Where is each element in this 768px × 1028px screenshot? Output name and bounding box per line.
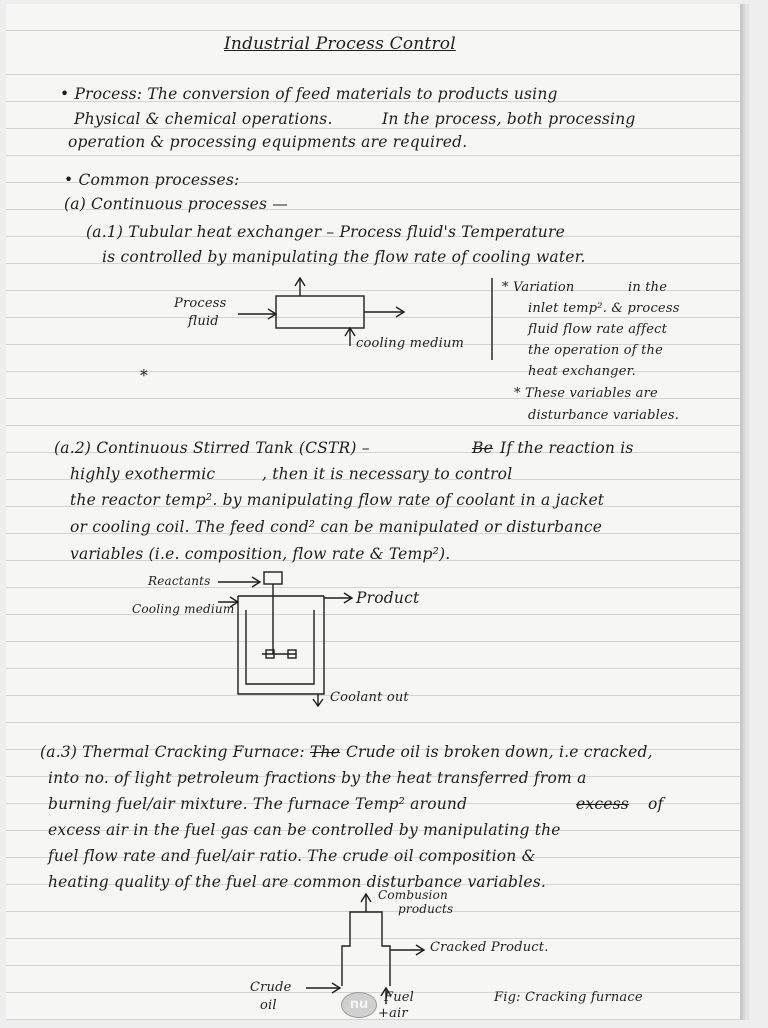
a1-note-4: the operation of the	[528, 343, 664, 358]
a3-line-5: fuel flow rate and fuel/air ratio. The crude oil composition &	[48, 847, 536, 865]
a1-note-2: inlet temp². & process	[528, 301, 680, 316]
a3-line-2: into no. of light petroleum fractions by the heat transferred from a	[48, 769, 587, 787]
continuous-processes-heading: (a) Continuous processes —	[64, 195, 288, 213]
furnace-caption: Fig: Cracking furnace	[494, 990, 643, 1005]
furnace-label-combustion: Combusion	[378, 888, 448, 902]
a1-note-5: heat exchanger.	[528, 364, 636, 379]
a3-line-4: excess air in the fuel gas can be controlled by manipulating the	[48, 821, 561, 839]
a2-line-2b: , then it is necessary to control	[262, 465, 513, 483]
process-definition-line-3: operation & processing equipments are required.	[68, 133, 468, 151]
a2-line-2a: highly exothermic	[70, 465, 216, 483]
furnace-label-fuel: Fuel	[384, 990, 415, 1005]
a3-line-3b: of	[648, 795, 664, 813]
a3-line-6: heating quality of the fuel are common disturbance variables.	[48, 873, 546, 891]
margin-star: *	[140, 367, 148, 385]
a1-line-1: (a.1) Tubular heat exchanger – Process fluid's Temperature	[86, 223, 565, 241]
common-processes-heading: • Common processes:	[64, 171, 240, 189]
a2-line-1a: (a.2) Continuous Stirred Tank (CSTR) –	[54, 439, 370, 457]
a2-line-3: the reactor temp². by manipulating flow rate of coolant in a jacket	[70, 491, 605, 509]
process-definition-line-1: • Process: The conversion of feed materials to products using	[60, 85, 558, 103]
furnace-label-crude: Crude	[250, 980, 292, 995]
a1-note-6: * These variables are	[514, 386, 658, 401]
furnace-label-cracked-product: Cracked Product.	[430, 940, 549, 955]
cstr-label-product: Product	[356, 589, 420, 607]
furnace-label-air: +air	[378, 1006, 408, 1021]
hx-label-fluid: fluid	[188, 314, 219, 329]
a2-line-4: or cooling coil. The feed cond² can be manipulated or disturbance	[70, 518, 603, 536]
a1-note-7: disturbance variables.	[528, 408, 680, 423]
cstr-label-reactants: Reactants	[148, 574, 211, 588]
cstr-label-cooling-medium: Cooling medium	[132, 602, 235, 616]
furnace-label-oil: oil	[260, 998, 277, 1013]
a1-note-3: fluid flow rate affect	[528, 322, 667, 337]
a3-line-3a: burning fuel/air mixture. The furnace Temp² around	[48, 795, 468, 813]
a3-struck-excess: excess	[576, 795, 629, 813]
page-title: Industrial Process Control	[224, 34, 456, 54]
process-definition-line-2a: Physical & chemical operations.	[74, 110, 333, 128]
process-definition-line-2b: In the process, both processing	[382, 110, 636, 128]
a1-line-2: is controlled by manipulating the flow rate of cooling water.	[102, 248, 586, 266]
a2-line-5: variables (i.e. composition, flow rate & Temp²).	[70, 545, 451, 563]
a2-line-1b: If the reaction is	[500, 439, 634, 457]
a2-struck-be: Be	[472, 439, 493, 457]
a3-line-1b: Crude oil is broken down, i.e cracked,	[346, 743, 653, 761]
watermark-logo: nu	[341, 992, 377, 1018]
furnace-label-products: products	[398, 902, 454, 916]
a3-line-1a: (a.3) Thermal Cracking Furnace:	[40, 743, 305, 761]
hx-label-process: Process	[174, 296, 227, 311]
hx-label-cooling-medium: cooling medium	[356, 336, 465, 351]
cstr-label-coolant-out: Coolant out	[330, 690, 409, 705]
a3-struck-the: The	[310, 743, 341, 761]
notebook-page	[6, 4, 743, 1020]
a1-note-1b: in the	[628, 280, 668, 295]
a1-note-1a: * Variation	[502, 280, 575, 295]
